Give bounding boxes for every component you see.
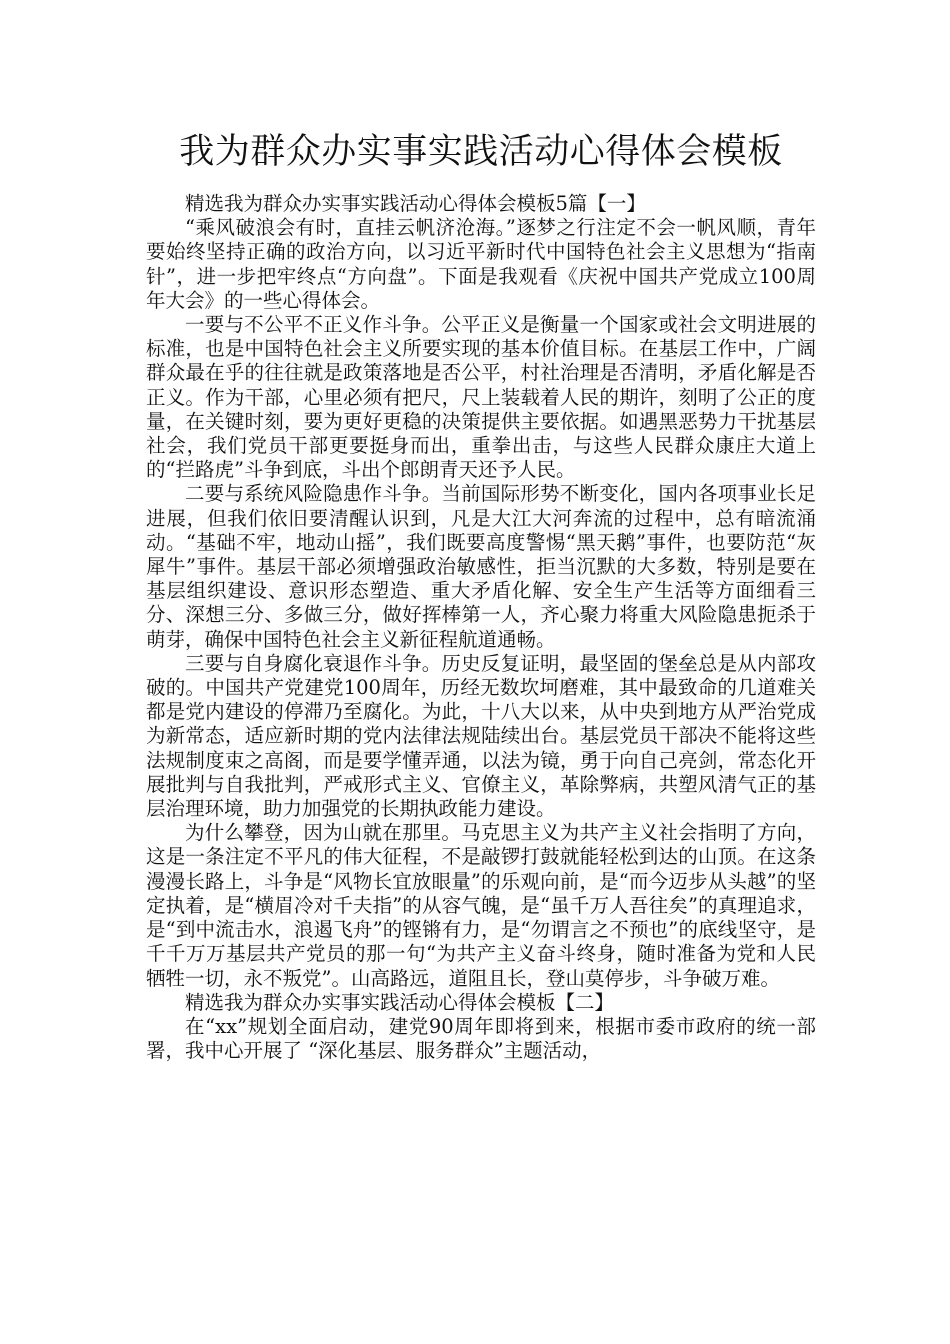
document-title: 我为群众办实事实践活动心得体会模板	[179, 132, 783, 172]
document-body	[146, 192, 816, 1063]
document-page	[146, 128, 816, 1063]
body-paragraph: 二要与系统风险隐患作斗争。当前国际形势不断变化，国内各项事业长足进展，但我们依旧要清醒认识到，凡是大江大河奔流的过程中，总有暗流涌动。“基础不牢，地动山摇”，我们既要高度警惕“黑天鹅”事件，也要防范“灰犀牛”事件。基层干部必须增强政治敏感性，拒当沉默的大多数，特别是要在基层组织建设、意识形态塑造、重大矛盾化解、安全生产生活等方面细看三分、深想三分、多做三分，做好挥棒第一人，齐心聚力将重大风险隐患扼杀于萌芽，确保中国特色社会主义新征程航道通畅。	[146, 482, 816, 651]
body-paragraph: 为什么攀登，因为山就在那里。马克思主义为共产主义社会指明了方向，这是一条注定不平凡的伟大征程，不是敲锣打鼓就能轻松到达的山顶。在这条漫漫长路上，斗争是“风物长宜放眼量”的乐观向前，是“而今迈步从头越”的坚定执着，是“横眉冷对千夫指”的从容气魄，是“虽千万人吾往矣”的真理追求，是“到中流击水，浪遏飞舟”的铿锵有力，是“勿谓言之不预也”的底线坚守，是千千万万基层共产党员的那一句“为共产主义奋斗终身，随时准备为党和人民牺牲一切，永不叛党”。山高路远，道阻且长，登山莫停步，斗争破万难。	[146, 821, 816, 990]
section-heading-1: 精选我为群众办实事实践活动心得体会模板5篇【一】	[185, 192, 646, 215]
body-paragraph: 一要与不公平不正义作斗争。公平正义是衡量一个国家或社会文明进展的标准，也是中国特色社会主义所要实现的基本价值目标。在基层工作中，广阔群众最在乎的往往就是政策落地是否公平，村社治理是否清明，矛盾化解是否正义。作为干部，心里必须有把尺，尺上装载着人民的期许，刻明了公正的度量，在关键时刻，要为更好更稳的决策提供主要依据。如遇黑恶势力干扰基层社会，我们党员干部更要挺身而出，重拳出击，与这些人民群众康庄大道上的“拦路虎”斗争到底，斗出个郎朗青天还予人民。	[146, 313, 816, 482]
body-paragraph: 在“xx”规划全面启动，建党90周年即将到来，根据市委市政府的统一部署，我中心开展了 “深化基层、服务群众”主题活动，	[146, 1014, 816, 1063]
section-heading-2: 精选我为群众办实事实践活动心得体会模板【二】	[185, 990, 615, 1014]
body-paragraph: “乘风破浪会有时，直挂云帆济沧海。”逐梦之行注定不会一帆风顺，青年要始终坚持正确的政治方向，以习近平新时代中国特色社会主义思想为“指南针”，进一步把牢终点“方向盘”。下面是我观看《庆祝中国共产党成立100周年大会》的一些心得体会。	[146, 216, 816, 312]
body-paragraph: 三要与自身腐化衰退作斗争。历史反复证明，最坚固的堡垒总是从内部攻破的。中国共产党建党100周年，历经无数坎坷磨难，其中最致命的几道难关都是党内建设的停滞乃至腐化。为此，十八大以来，从中央到地方从严治党成为新常态，适应新时期的党内法律法规陆续出台。基层党员干部决不能将这些法规制度束之高阁，而是要学懂弄通，以法为镜，勇于向自己亮剑，常态化开展批判与自我批判，严戒形式主义、官僚主义，革除弊病，共塑风清气正的基层治理环境，助力加强党的长期执政能力建设。	[146, 651, 816, 821]
